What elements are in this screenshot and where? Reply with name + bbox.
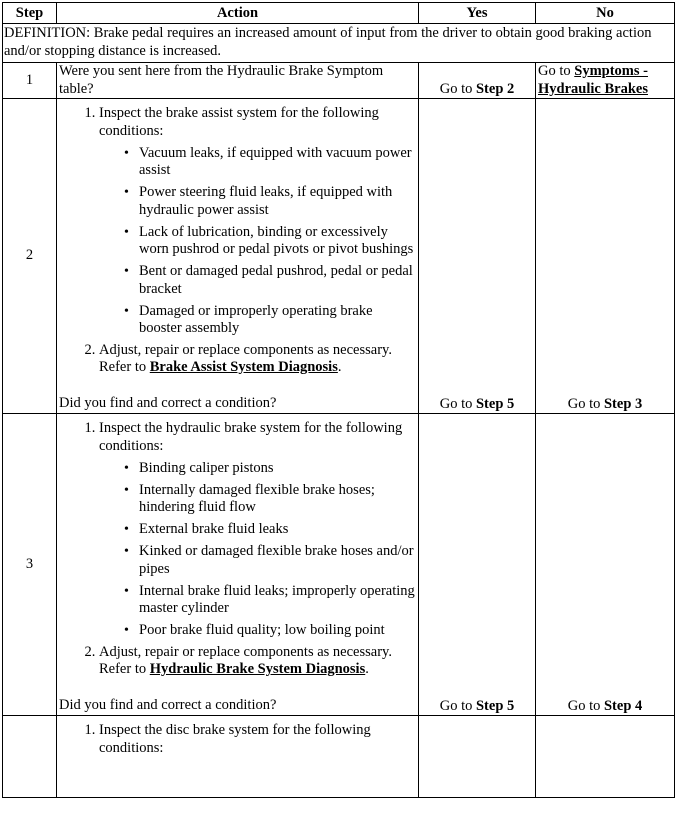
diagnostic-table-page (2, 2, 675, 798)
step-4-yes (419, 716, 536, 798)
step-2-no-target: Step 3 (603, 395, 643, 412)
definition-row (3, 24, 675, 63)
brake-assist-system-diagnosis-link[interactable]: Brake Assist System Diagnosis (149, 359, 338, 375)
step-4-number (3, 716, 57, 798)
step-4-no (536, 716, 675, 798)
step-4-row (3, 716, 675, 798)
step-2-row (3, 99, 675, 414)
step-3-yes-prefix: Go to (439, 697, 476, 714)
step-3-item-2 (99, 644, 416, 679)
step-1-yes (419, 63, 536, 99)
step-2-yes (419, 99, 536, 414)
diagnostic-table (2, 2, 675, 798)
step-3-item-1-text: Inspect the hydraulic brake system for the following conditions: (99, 420, 403, 454)
step-4-action (57, 716, 419, 798)
step-4-item-1-text: Inspect the disc brake system for the following conditions: (99, 722, 371, 756)
step-2-yes-prefix: Go to (439, 395, 476, 412)
list-item: • Internally damaged flexible brake hoses; hindering fluid flow (139, 482, 416, 517)
list-item: • Vacuum leaks, if equipped with vacuum power assist (139, 145, 416, 180)
step-2-conditions (99, 145, 416, 338)
list-item: • Bent or damaged pedal pushrod, pedal or pedal bracket (139, 263, 416, 298)
step-3-no-target: Step 4 (603, 697, 643, 714)
step-2-instructions (59, 105, 416, 377)
list-item: • Power steering fluid leaks, if equipped with hydraulic power assist (139, 184, 416, 219)
step-4-item-1 (99, 722, 416, 757)
list-item: • Internal brake fluid leaks; improperly operating master cylinder (139, 583, 416, 618)
header-no: No (536, 3, 675, 24)
step-3-action (57, 414, 419, 716)
header-row (3, 3, 675, 24)
step-3-row (3, 414, 675, 716)
step-1-yes-target: Step 2 (475, 80, 515, 97)
list-item: • Binding caliper pistons (139, 460, 416, 478)
step-1-action: Were you sent here from the Hydraulic Brake Symptom table? (57, 63, 419, 99)
step-3-no (536, 414, 675, 716)
step-2-item-2-text: Adjust, repair or replace components as necessary. Refer to (99, 341, 392, 375)
step-2-question: Did you find and correct a condition? (59, 394, 277, 411)
header-action: Action (57, 3, 419, 24)
step-4-instructions (59, 722, 416, 757)
step-3-yes (419, 414, 536, 716)
hydraulic-brake-system-diagnosis-link[interactable]: Hydraulic Brake System Diagnosis (149, 661, 366, 677)
symptoms-hydraulic-brakes-link[interactable]: Symptoms - Hydraulic Brakes (538, 63, 648, 97)
step-2-item-2 (99, 342, 416, 377)
step-2-no-prefix: Go to (567, 395, 604, 412)
step-1-yes-prefix: Go to (439, 80, 476, 97)
step-2-no (536, 99, 675, 414)
step-3-conditions (99, 460, 416, 640)
definition-text: DEFINITION: Brake pedal requires an increased amount of input from the driver to obtain good braking action and/or stopping distance is increased. (3, 24, 675, 63)
step-1-no (536, 63, 675, 99)
step-1-row (3, 63, 675, 99)
step-2-item-1 (99, 105, 416, 338)
step-2-action (57, 99, 419, 414)
step-3-item-1 (99, 420, 416, 640)
step-3-question: Did you find and correct a condition? (59, 696, 277, 713)
list-item: • External brake fluid leaks (139, 521, 416, 539)
step-2-item-1-text: Inspect the brake assist system for the following conditions: (99, 105, 379, 139)
list-item: • Lack of lubrication, binding or excessively worn pushrod or pedal pivots or pivot bushings (139, 224, 416, 259)
step-3-item-2-end: . (365, 661, 369, 677)
step-1-number: 1 (3, 63, 57, 99)
step-2-number: 2 (3, 99, 57, 414)
step-3-instructions (59, 420, 416, 679)
step-3-no-prefix: Go to (567, 697, 604, 714)
step-2-item-2-end: . (337, 359, 342, 375)
header-yes: Yes (419, 3, 536, 24)
list-item: • Poor brake fluid quality; low boiling point (139, 622, 416, 640)
step-3-yes-target: Step 5 (475, 697, 515, 714)
step-3-item-2-text: Adjust, repair or replace components as necessary. Refer to (99, 643, 392, 677)
step-3-number: 3 (3, 414, 57, 716)
list-item: • Damaged or improperly operating brake booster assembly (139, 303, 416, 338)
step-1-no-prefix: Go to (538, 63, 575, 79)
header-step: Step (3, 3, 57, 24)
list-item: • Kinked or damaged flexible brake hoses and/or pipes (139, 543, 416, 578)
step-2-yes-target: Step 5 (475, 395, 515, 412)
